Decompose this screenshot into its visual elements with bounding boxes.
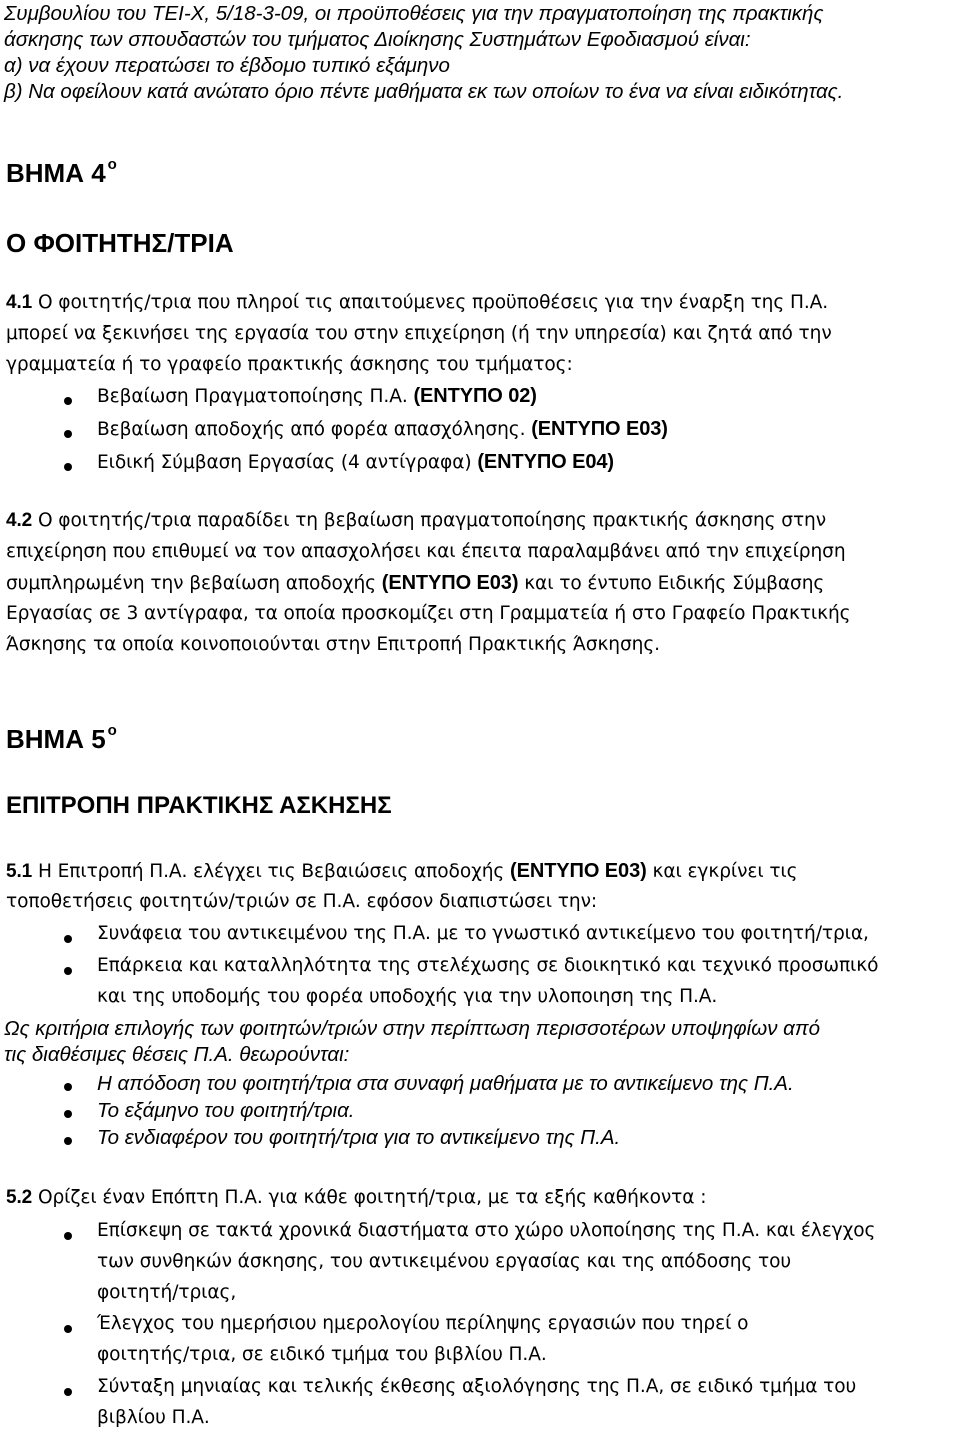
step4-bullet-2: Βεβαίωση αποδοχής από φορέα απασχόλησης. (ΕΝΤΥΠΟ Ε03) — [97, 418, 668, 440]
step5-subheading: ΕΠΙΤΡΟΠΗ ΠΡΑΚΤΙΚΗΣ ΑΣΚΗΣΗΣ — [6, 792, 392, 819]
p52-bullet-3b: βιβλίου Π.Α. — [97, 1407, 210, 1428]
p51-line-2: τοποθετήσεις φοιτητών/τριών σε Π.Α. εφόσον διαπιστώσει την: — [6, 891, 598, 912]
criteria-line-1: Ως κριτήρια επιλογής των φοιτητών/τριών στην περίπτωση περισσοτέρων υποψηφίων από — [4, 1017, 820, 1040]
bullet-icon — [64, 1325, 72, 1333]
p42-line-4: Εργασίας σε 3 αντίγραφα, τα οποία προσκομίζει στη Γραμματεία ή στο Γραφείο Πρακτικής — [6, 603, 851, 624]
p51-bullet-1: Συνάφεια του αντικειμένου της Π.Α. με το γνωστικό αντικείμενο του φοιτητή/τρια, — [97, 923, 869, 944]
bullet-icon — [64, 1388, 72, 1396]
bullet-icon — [64, 1083, 72, 1091]
p42-line-2: επιχείρηση που επιθυμεί να τον απασχολήσει και έπειτα παραλαμβάνει από την επιχείρηση — [6, 541, 846, 562]
criteria-item-2: Το εξάμηνο του φοιτητή/τρια. — [97, 1099, 355, 1122]
p42-line-3: συμπληρωμένη την βεβαίωση αποδοχής (ΕΝΤΥΠΟ Ε03) και το έντυπο Ειδικής Σύμβασης — [6, 572, 825, 594]
criteria-item-3: Το ενδιαφέρον του φοιτητή/τρια για το αντικείμενο της Π.Α. — [97, 1126, 621, 1149]
p51-line-1: 5.1 Η Επιτροπή Π.Α. ελέγχει τις Βεβαιώσεις αποδοχής (ΕΝΤΥΠΟ Ε03) και εγκρίνει τις — [6, 860, 798, 882]
bullet-icon — [64, 967, 72, 975]
p52-line-1: 5.2 Ορίζει έναν Επόπτη Π.Α. για κάθε φοιτητή/τρια, με τα εξής καθήκοντα : — [6, 1187, 707, 1208]
bullet-icon — [64, 1137, 72, 1145]
p52-bullet-2b: φοιτητής/τρια, σε ειδικό τμήμα του βιβλίου Π.Α. — [97, 1344, 547, 1365]
bullet-icon — [64, 430, 72, 438]
step4-heading: ΒΗΜΑ 4 $^o$ — [6, 156, 117, 188]
p52-bullet-1a: Επίσκεψη σε τακτά χρονικά διαστήματα στο χώρο υλοποίησης της Π.Α. και έλεγχος — [97, 1220, 876, 1241]
criteria-item-1: Η απόδοση του φοιτητή/τρια στα συναφή μαθήματα με το αντικείμενο της Π.Α. — [97, 1072, 794, 1095]
p41-line-3: γραμματεία ή το γραφείο πρακτικής άσκησης του τμήματος: — [6, 354, 573, 375]
bullet-icon — [64, 1232, 72, 1240]
p41-line-2: μπορεί να ξεκινήσει της εργασία του στην επιχείρηση (ή την υπηρεσία) και ζητά από την — [6, 323, 832, 344]
step5-heading: ΒΗΜΑ 5 $^o$ — [6, 722, 117, 754]
intro-line-1: Συμβουλίου του ΤΕΙ-Χ, 5/18-3-09, οι προϋποθέσεις για την πραγματοποίηση της πρακτικής — [4, 2, 824, 25]
bullet-icon — [64, 463, 72, 471]
bullet-icon — [64, 397, 72, 405]
bullet-icon — [64, 935, 72, 943]
p41-line-1: 4.1 Ο φοιτητής/τρια που πληροί τις απαιτούμενες προϋποθέσεις για την έναρξη της Π.Α. — [6, 292, 829, 313]
p52-bullet-1b: των συνθηκών άσκησης, του αντικειμένου εργασίας και της απόδοσης του — [97, 1251, 792, 1272]
criteria-line-2: τις διαθέσιμες θέσεις Π.Α. θεωρούνται: — [4, 1043, 350, 1066]
p51-bullet-2b: και της υποδομής του φορέα υποδοχής για την υλοποιηση της Π.Α. — [97, 986, 718, 1007]
step4-bullet-3: Ειδική Σύμβαση Εργασίας (4 αντίγραφα) (ΕΝΤΥΠΟ Ε04) — [97, 451, 614, 473]
bullet-icon — [64, 1110, 72, 1118]
step4-subheading: Ο ΦΟΙΤΗΤΗΣ/ΤΡΙΑ — [6, 228, 234, 258]
p51-bullet-2a: Επάρκεια και καταλληλότητα της στελέχωσης σε διοικητικό και τεχνικό προσωπικό — [97, 955, 879, 976]
p52-bullet-1c: φοιτητή/τριας, — [97, 1282, 237, 1303]
p52-bullet-3a: Σύνταξη μηνιαίας και τελικής έκθεσης αξιολόγησης της Π.Α, σε ειδικό τμήμα του — [97, 1376, 857, 1397]
p42-line-5: Άσκησης τα οποία κοινοποιούνται στην Επιτροπή Πρακτικής Άσκησης. — [6, 634, 660, 655]
intro-line-2: άσκησης των σπουδαστών του τμήματος Διοίκησης Συστημάτων Εφοδιασμού είναι: — [4, 28, 751, 51]
p42-line-1: 4.2 Ο φοιτητής/τρια παραδίδει τη βεβαίωση πραγματοποίησης πρακτικής άσκησης στην — [6, 510, 827, 531]
intro-line-4: β) Να οφείλουν κατά ανώτατο όριο πέντε μαθήματα εκ των οποίων το ένα να είναι ειδικότητας. — [4, 80, 844, 103]
intro-line-3: α) να έχουν περατώσει το έβδομο τυπικό εξάμηνο — [4, 54, 450, 77]
step4-bullet-1: Βεβαίωση Πραγματοποίησης Π.Α. (ΕΝΤΥΠΟ 02) — [97, 385, 537, 407]
p52-bullet-2a: Έλεγχος του ημερήσιου ημερολογίου περίληψης εργασιών που τηρεί ο — [97, 1313, 749, 1334]
